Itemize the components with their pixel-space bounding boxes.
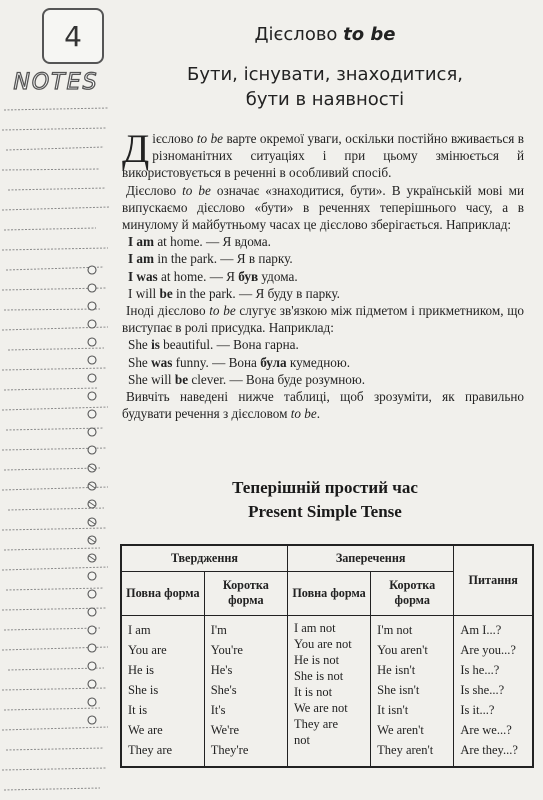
header-negative: Заперечення [287,545,453,571]
table-body-row [121,615,533,767]
example-line: I was at home. — Я був удома. [128,268,298,284]
notebook-margin [0,0,112,800]
example-line: I am at home. — Я вдома. [128,234,271,250]
paragraph-intro: Дієслово to be варте окремої уваги, оскільки постійно вживається в різноманітних ситуаціях і при цьому змінюється й використовується в реченні в особливий спосіб. [122,126,524,181]
example-line: She was funny. — Вона була кумедною. [128,354,351,370]
table-header-row [121,545,533,571]
header-short-form-negative: Коротка форма [371,571,454,615]
page-number-box [42,8,104,64]
page-content [116,0,534,800]
article-body [122,126,524,422]
header-full-form: Повна форма [121,571,204,615]
header-question: Питання [454,545,533,615]
example-line: I will be in the park. — Я буду в парку. [128,285,340,301]
affirmative-short-forms: I'm You're He's She's It's We're They're [204,615,287,767]
subtitle-line-1: Бути, існувати, знаходитися, [186,64,464,85]
header-full-form-negative: Повна форма [287,571,370,615]
header-affirmative: Твердження [121,545,287,571]
affirmative-full-forms: I am You are He is She is It is We are They are [121,615,204,767]
margin-ruled-lines [0,106,112,800]
page-title [116,24,534,45]
page-number: 4 [64,19,82,53]
example-line: I am in the park. — Я в парку. [128,251,293,267]
title-term: to be [343,24,396,45]
drop-cap: Д [122,126,150,171]
paragraph-study-tables: Вивчіть наведені нижче таблиці, щоб зрозуміти, як правильно будувати речення з дієсловом to be. [122,389,524,422]
section-title-english: Present Simple Tense [248,502,402,521]
negative-short-forms: I'm not You aren't He isn't She isn't It isn't We aren't They aren't [371,615,454,767]
example-line: She will be clever. — Вона буде розумною. [128,371,366,387]
present-simple-table [120,544,534,768]
notes-label: NOTES [13,70,99,95]
title-prefix: Дієслово [254,24,344,45]
page-subtitle [116,62,534,112]
negative-full-forms: I am not You are not He is not She is not It is not We are not They are not [287,615,370,767]
paragraph-meaning: Дієслово to be означає «знаходитися, бути». В українській мові ми випускаємо дієслово «бути» в реченнях теперішнього часу, а в минулому й майбутньому часах це дієслово зберігається. Наприклад: [122,182,524,233]
paragraph-linking: Іноді дієслово to be слугує зв'язкою між підметом і прикметником, що виступає в ролі присудка. Наприклад: [122,303,524,336]
header-short-form: Коротка форма [204,571,287,615]
section-title-ukrainian: Теперішній простий час [232,478,418,497]
example-line: She is beautiful. — Вона гарна. [128,337,299,353]
subtitle-line-2: бути в наявності [245,89,405,110]
question-forms: Am I...? Are you...? Is he...? Is she...? Is it...? Are we...? Are they...? [454,615,533,767]
